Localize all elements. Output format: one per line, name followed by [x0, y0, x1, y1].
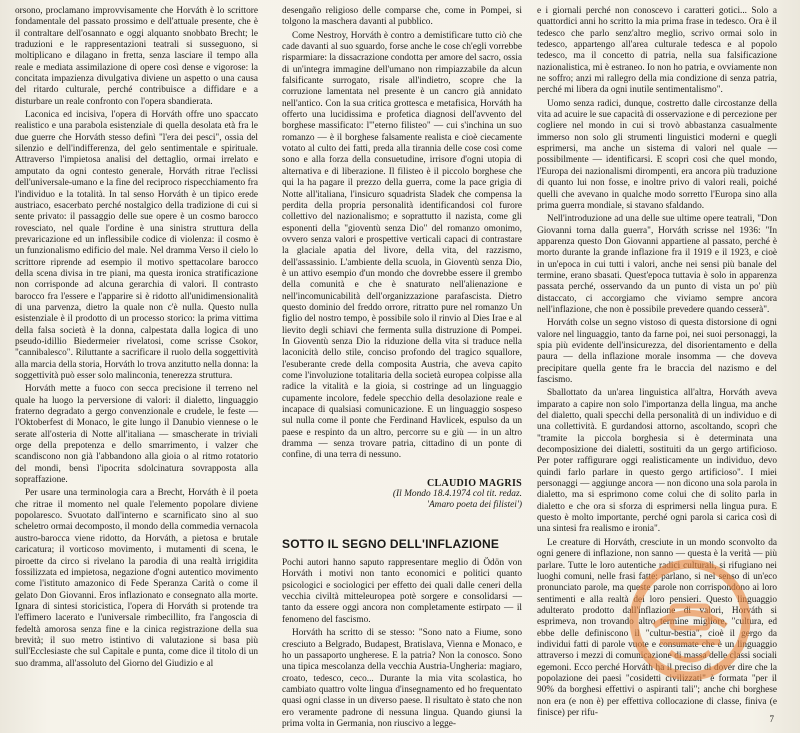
paragraph: Nell'introduzione ad una delle sue ultime opere teatrali, "Don Giovanni torna dalla guerra", Horváth scrisse nel 1936: "In apparenza questo Don Giovanni appartiene al passato, perché è morto durante la grande inflazione fra il 1919 e il 1923, e cioè in un'epoca in cui tutti i valori, anche nei sensi più banale del termine, erano sbasati. Quest'epoca tuttavia è solo in apparenza passata perché, osservando da un punto di vista un po' più distaccato, ci accorgiamo che viviamo sempre ancora nell'inflazione, che non è possibile prevedere quando cesserà".	[537, 214, 777, 315]
paragraph: Per usare una terminologia cara a Brecht, Horváth è il poeta che ritrae il momento nel quale l'elemento popolare diviene popolaresco. Svuotato dall'interno e scarnificato sino al suo scheletro ormai decomposto, il mondo della commedia vernacola austro-barocca viene ridotto, da Horváth, a pietosa e brutale caricatura; il vorticoso movimento, i mutamenti di scena, le piroette da circo si rivelano la parodia di una realtà irrigidita fossilizzata ed impietosa, negazione d'ogni autentico movimento come l'istituto amazonico di Fede Speranza Carità o come il gelato Don Giovanni. Eros inflazionato e consegnato alla morte. Ignara di sintesi storicistica, l'opera di Horváth si protende tra l'effimero lacerato e l'universale rimbecillito, fra l'angoscia di fedeltà amorosa senza fine e la cinica registrazione della sua brevità; il suo metro istintivo di valutazione si basa più sull'Ecclesiaste che sul Capitale e punta, come dice il titolo di un suo dramma, all'assoluto del Giorno del Giudizio e al	[15, 488, 258, 669]
paragraph: Horváth ha scritto di se stesso: "Sono nato a Fiume, sono cresciuto a Belgrado, Budapest, Bratislava, Vienna e Monaco, e ho un passaporto ungherese. E la patria? Non la conosco. Sono una tipica mescolanza della vecchia Austria-Ungheria: magiaro, croato, tedesco, ceco... Durante la mia vita scolastica, ho cambiato quattro volte lingua d'insegnamento ed ho frequentato quasi ogni classe in un diverso paese. Il risultato è stato che non ero veramente padrone di nessuna lingua. Quando giunsi la prima volta in Germania, non riuscivo a legge-	[282, 628, 522, 729]
section-heading: SOTTO IL SEGNO DELL'INFLAZIONE	[282, 536, 500, 551]
paragraph: orsono, proclamano improvvisamente che Horváth è lo scrittore fondamentale del passato prossimo e dell'attuale presente, che è il contraltare dell'osannato e oggi alquanto snobbato Brecht; le traduzioni e le rappresentazioni teatrali si susseguono, si moltiplicano e dilagano in fretta, senza lasciare il tempo alla reale e mediata assimilazione di opere così dense e vigorose: la concitata impazienza divulgativa diviene un aspetto o una causa del ritardo culturale, perché contribuisce a diffidare e a disturbare un reale confronto con l'opera sbandierata.	[15, 6, 258, 107]
paragraph: desengaño religioso delle comparse che, come in Pompei, si tolgono la maschera davanti al pubblico.	[282, 6, 522, 28]
paragraph: e i giornali perché non conoscevo i caratteri gotici... Solo a quattordici anni ho scritto la mia prima frase in tedesco. Ora è il tedesco che parlo senz'altro meglio, scrivo ormai solo in tedesco, appartengo all'area culturale tedesca e al popolo tedesco, ma il concetto di patria, nella sua falsificazione nazionalistica, mi è estraneo. Io non ho patria, e ovviamente non ne soffro; anzi mi rallegro della mia condizione di senza patria, perché mi libera da ogni inutile sentimentalismo".	[537, 6, 777, 96]
article-signature	[282, 478, 522, 511]
source-line: (Il Mondo 18.4.1974 col tit. redaz.	[392, 488, 522, 499]
text-column-right	[537, 6, 777, 719]
author-name: CLAUDIO MAGRIS	[426, 477, 522, 489]
paragraph: Le creature di Horváth, cresciute in un mondo sconvolto da ogni genere di inflazione, non sanno — questa è la verità — più parlare. Tutte le loro autentiche radici culturali, si rifugiano nei luoghi comuni, nelle frasi fatte: parlano, si nel senso di un'eco pronunciato parole, ma queste parole non corrispondono ai loro sentimenti e alla realtà dei loro pensieri. Questo linguaggio adulterato prodotto dall'inflazione di valori, Horváth si esprimeva, non trovando altro termine migliore, "cultura, ed ebbe delle definiscono il "cultur-bestia", cioè il gergo da individui fatti di parole vuote e consumate che è un linguaggio attraverso i mezzi di comunicazione di massa delle classi sociali egemoni. Ecco perché Horváth ha il preciso di dover dire che la popolazione dei paesi "cosidetti civilizzati" è formata "per il 90% da borghesi effettivi o aspiranti tali"; anche chi borghese non era (e non è) per effettiva collocazione di classe, finiva (e finisce) per rifu-	[537, 537, 777, 718]
page-number: 7	[769, 714, 774, 724]
paragraph: Laconica ed incisiva, l'opera di Horváth offre uno spaccato realistico e una parabola esistenziale di quella desolata età fra le due guerre che Horváth stesso definì "l'era dei pesci", ossia del silenzio e dell'indifferenza, del gelo sentimentale e spirituale. Attraverso l'impietosa analisi del dettaglio, ormai irrelato e amputato da ogni contesto generale, Horváth ritrae l'eclissi dell'universale-umano e la fine del reciproco rispecchiamento fra l'individuo e la totalità. In tal senso Horváth è un tipico erede austriaco, esacerbato perché nostalgico della tradizione di cui si sente privato: il passaggio delle sue opere è un cosmo barocco rovesciato, nel quale l'ordine è una sinistra struttura della prevaricazione ed un inflessibile codice di violenza: il cosmo è un funzionalismo edificio del male. Nel dramma Verso il cielo lo scrittore riprende ad esempio il motivo spettacolare barocco della scena divisa in tre piani, ma questa ironica stratificazione non corrisponde ad alcuna gerarchia di valori. Il contrasto barocco fra l'essere e l'apparire si è ridotto all'unidimensionalità di una parvenza, dietro la quale non c'è nulla. Questo nulla esistenziale è il prodotto di un processo storico: la prima vittima della falsa società è la donna, calpestata dalla logica di uno pseudo-idillio Biedermeier rivelatosi, come scrisse Csokor, "cannibalesco". Riluttante a sacrificare il ruolo della soggettività alla marcia della storia, Horváth lo trova anzitutto nella donna: la soggettività può esser solo malinconia, tenerezza struttura.	[15, 110, 258, 381]
paragraph: Come Nestroy, Horváth è contro a demistificare tutto ciò che cade davanti al suo sguardo, forse anche le cose ch'egli vorrebbe risparmiare: la dissacrazione condotta per amore del sacro, ossia di un'integra immagine dell'umano non rimpiazzabile da alcun falsificante surrogato, risale all'indietro, scopre che la corruzione lamentata nel presente è un cancro già annidato nell'antico. Con la sua critica grottesca e metafisica, Horváth ha offerto una lucidissima e profetica diagnosi dell'avvento del borghese massificato: l'"eterno filisteo" — cui s'inchina un suo romanzo — è il borghese falsamente realista e cioè ciecamente votato al culto dei fatti, preda alla tirannia delle cose così come sono e alla forza della consuetudine, irrisore d'ogni utopia di alternativa e di liberazione. Il filisteo è il piccolo borghese che qui la ha pagare il prezzo della guerra, come la pace grigia di Notte all'italiana, l'insicuro squadrista Sladek che compensa la perdita della propria personalità identificandosi col furore collettivo del nazionalismo; e soprattutto il nazista, come gli esponenti della "gioventù senza Dio" del romanzo omonimo, ovvero senza valori e prospettive verticali capaci di contrastare la glaciale apatia del livore, della vita, del razzismo, dell'assassinio. L'ambiente della scuola, in Gioventù senza Dio, è un attivo esempio d'un mondo che dovrebbe essere il grembo della comunità e che è snaturato nell'alienazione e nell'incomunicabilità dell'organizzazione parafascista. Dietro questo dominio del freddo orrore, ritratto pure nel romanzo Un figlio del nostro tempo, è possibile solo il rinvio al Dies Irae e al lievito degli schiavi che fermenta sulla distruzione di Pompei. In Gioventù senza Dio la riduzione della vita si traduce nella laconicità dello stile, conciso profondo del tragico squallore, l'esuberante crede della composita Austria, che aveva capito come l'involuzione totalitaria della società europea colpisse alla radice la vitalità e la gioia, si costringe ad un linguaggio cupamente incolore, fedele specchio della desolazione reale e incapace di qualsiasi comunicazione. E un linguaggio sospeso sul nulla come il ponte che Ferdinand Havlicek, espulso da un paese e respinto da un altro, percorre su e giù — in un altro dramma — senza trovare patria, cittadino di un ponte di confine, di una terra di nessuno.	[282, 30, 522, 461]
paragraph: Uomo senza radici, dunque, costretto dalle circostanze della vita ad acuire le sue capacità di osservazione e di percezione per cogliere nel mondo in cui si trovò abbastanza casualmente immerso non solo gli strumenti linguistici moderni e quegli esprimersi, ma anche un sistema di valori nel quale — possibilmente — identificarsi. E scoprì così che quel mondo, l'Europa dei nazionalismi dirompenti, era ancora più traduzione di quanto lui non fosse, e inoltre privo di valori reali, poiché quelli che avevano in qualche modo sorretto l'Europa sino alla prima guerra mondiale, si stavano sfaldando.	[537, 98, 777, 211]
paragraph: Horváth mette a fuoco con secca precisione il terreno nel quale ha luogo la perversione di valori: il dialetto, linguaggio fraterno degradato a gergo convenzionale e crudele, le feste — l'Oktoberfest di Monaco, le gite lungo il Danubio viennese o le serate all'osteria di Notte all'italiana — smascherate in triviali orge della prepotenza e dello smarrimento, i valzer che scandiscono non già l'abbandono alla gioia o al ritmo rotatorio del mondi, bensì l'ipocrita sdolcinatura sovrapposta alla sopraffazione.	[15, 384, 258, 486]
text-column-left	[15, 6, 258, 670]
text-column-middle	[282, 6, 522, 730]
paragraph: Pochi autori hanno saputo rappresentare meglio di Ödön von Horváth i motivi non tanto economici e politici quanto psicologici e sociologici per effetto dei quali dalle ceneri della vecchia civiltà mitteleuropea potè sorgere e consolidarsi — tanto da essere oggi ancora non completamente estirpato — il fenomeno del fascismo.	[282, 558, 522, 625]
paragraph: Horváth colse un segno vistoso di questa distorsione di ogni valore nel linguaggio, tanto da farne poi, nei suoi personaggi, la spia più evidente dell'insicurezza, del disorientamento e della paura — della inflazione morale insomma — che doveva precipitare quella gente fra le braccia del nazismo e del fascismo.	[537, 318, 777, 385]
source-line: 'Amaro poeta dei filistei')	[426, 499, 522, 510]
paragraph: Sballottato da un'area linguistica all'altra, Horváth aveva imparato a capire non solo l'importanza della lingua, ma anche del dialetto, quali specchi della personalità di un individuo e di una collettività. E gurdandosi attorno, ascoltando, scoprì che "tramite la piccola borghesia si è determinata una decomposizione dei dialetti, sostituiti da un gergo artificioso. Per poter raffigurare oggi realisticamente un individuo, devo quindi farlo parlare in questo gergo artificioso". I miei personaggi — aggiunge ancora — non dicono una sola parola in dialetto, ma si esprimono come colui che di solito parla in dialetto e che ora si sforza di esprimersi nella lingua pura. E questo è molto importante, perché ogni parola si carica così di una sintesi fra realismo e ironia".	[537, 388, 777, 535]
